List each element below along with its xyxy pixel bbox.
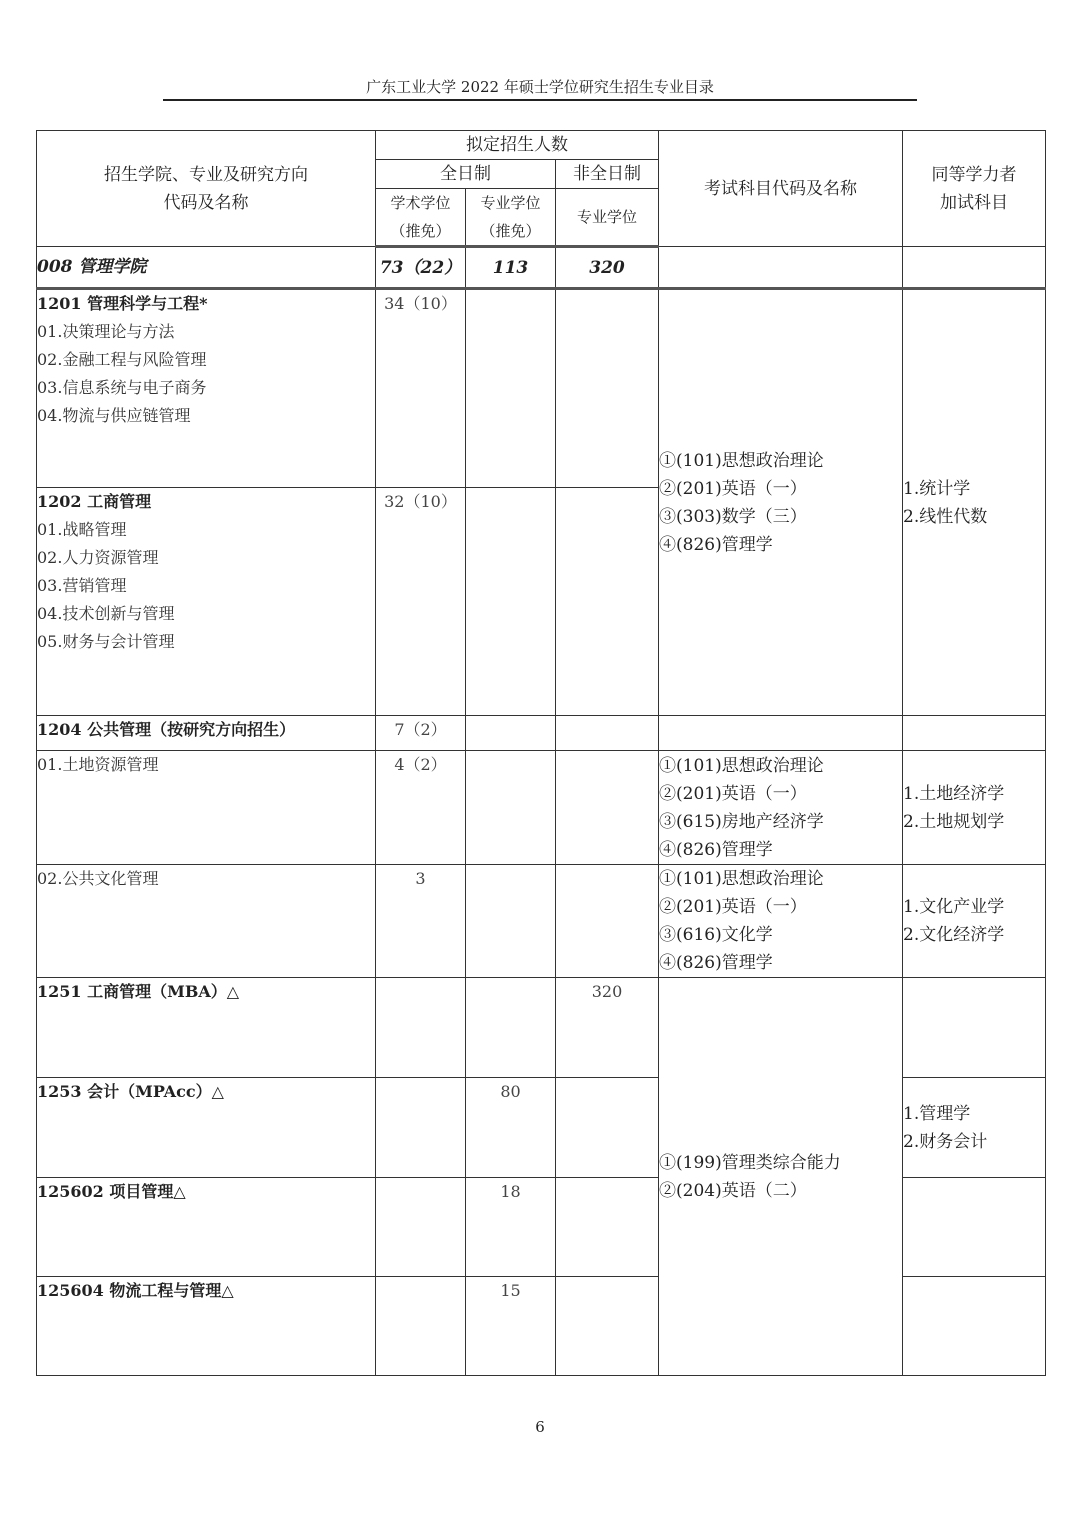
program-1253 [37,1078,376,1178]
professional-count: 18 [466,1178,556,1277]
research-direction: 02.公共文化管理 [37,869,159,888]
parttime-count: 320 [556,978,659,1078]
professional-pt-header: 专业学位 [556,189,659,247]
program-row [37,716,1046,751]
col-program-header: 招生学院、专业及研究方向 代码及名称 [37,131,376,247]
program-1204 [37,716,376,751]
program-title: 1204 公共管理（按研究方向招生） [37,720,296,739]
school-professional-count: 113 [466,247,556,289]
research-direction: 04.物流与供应链管理 [37,406,191,425]
research-direction: 01.战略管理 [37,520,127,539]
academic-count: 7（2） [376,716,466,751]
school-academic-count: 73（22） [376,247,466,289]
header-row [37,131,1046,160]
fulltime-header: 全日制 [376,160,556,189]
academic-count: 4（2） [376,751,466,865]
program-125602 [37,1178,376,1277]
direction-1204-01 [37,751,376,865]
program-1201 [37,289,376,488]
school-name: 008 管理学院 [37,247,376,289]
col-quota-header: 拟定招生人数 [376,131,659,160]
parttime-header: 非全日制 [556,160,659,189]
program-1251 [37,978,376,1078]
research-direction: 02.金融工程与风险管理 [37,350,207,369]
extra-subjects: 1.统计学 2.线性代数 [903,289,1046,716]
research-direction: 05.财务与会计管理 [37,632,175,651]
document-header: 广东工业大学 2022 年硕士学位研究生招生专业目录 [366,78,714,96]
research-direction: 02.人力资源管理 [37,548,159,567]
direction-row [37,865,1046,978]
research-direction: 01.土地资源管理 [37,755,159,774]
program-row [37,289,1046,488]
exam-subjects: ①(101)思想政治理论 ②(201)英语（一） ③(616)文化学 ④(826)管理学 [659,865,903,978]
extra-subjects: 1.管理学 2.财务会计 [903,1078,1046,1178]
direction-1204-02 [37,865,376,978]
professional-count: 15 [466,1277,556,1376]
col-extra-header: 同等学力者 加试科目 [903,131,1046,247]
page-number: 6 [535,1418,545,1436]
exam-subjects: ①(101)思想政治理论 ②(201)英语（一） ③(615)房地产经济学 ④(826)管理学 [659,751,903,865]
extra-subjects: 1.文化产业学 2.文化经济学 [903,865,1046,978]
program-title: 125604 物流工程与管理△ [37,1281,234,1300]
catalog-table [36,130,1046,1376]
col-exam-header: 考试科目代码及名称 [659,131,903,247]
academic-count: 32（10） [376,488,466,716]
school-row [37,247,1046,289]
research-direction: 01.决策理论与方法 [37,322,175,341]
program-125604 [37,1277,376,1376]
research-direction: 03.信息系统与电子商务 [37,378,207,397]
professional-header: 专业学位 （推免） [466,189,556,247]
program-row [37,978,1046,1078]
exam-subjects: ①(199)管理类综合能力 ②(204)英语（二） [659,978,903,1376]
program-title: 1251 工商管理（MBA）△ [37,982,240,1001]
program-title: 125602 项目管理△ [37,1182,186,1201]
academic-count: 34（10） [376,289,466,488]
program-1202 [37,488,376,716]
program-title: 1253 会计（MPAcc）△ [37,1082,224,1101]
research-direction: 03.营销管理 [37,576,127,595]
direction-row [37,751,1046,865]
exam-subjects: ①(101)思想政治理论 ②(201)英语（一） ③(303)数学（三） ④(826)管理学 [659,289,903,716]
academic-count: 3 [376,865,466,978]
extra-subjects: 1.土地经济学 2.土地规划学 [903,751,1046,865]
school-parttime-count: 320 [556,247,659,289]
header-rule [163,99,917,101]
program-title: 1201 管理科学与工程* [37,294,208,313]
program-title: 1202 工商管理 [37,492,152,511]
research-direction: 04.技术创新与管理 [37,604,175,623]
academic-header: 学术学位 （推免） [376,189,466,247]
professional-count: 80 [466,1078,556,1178]
